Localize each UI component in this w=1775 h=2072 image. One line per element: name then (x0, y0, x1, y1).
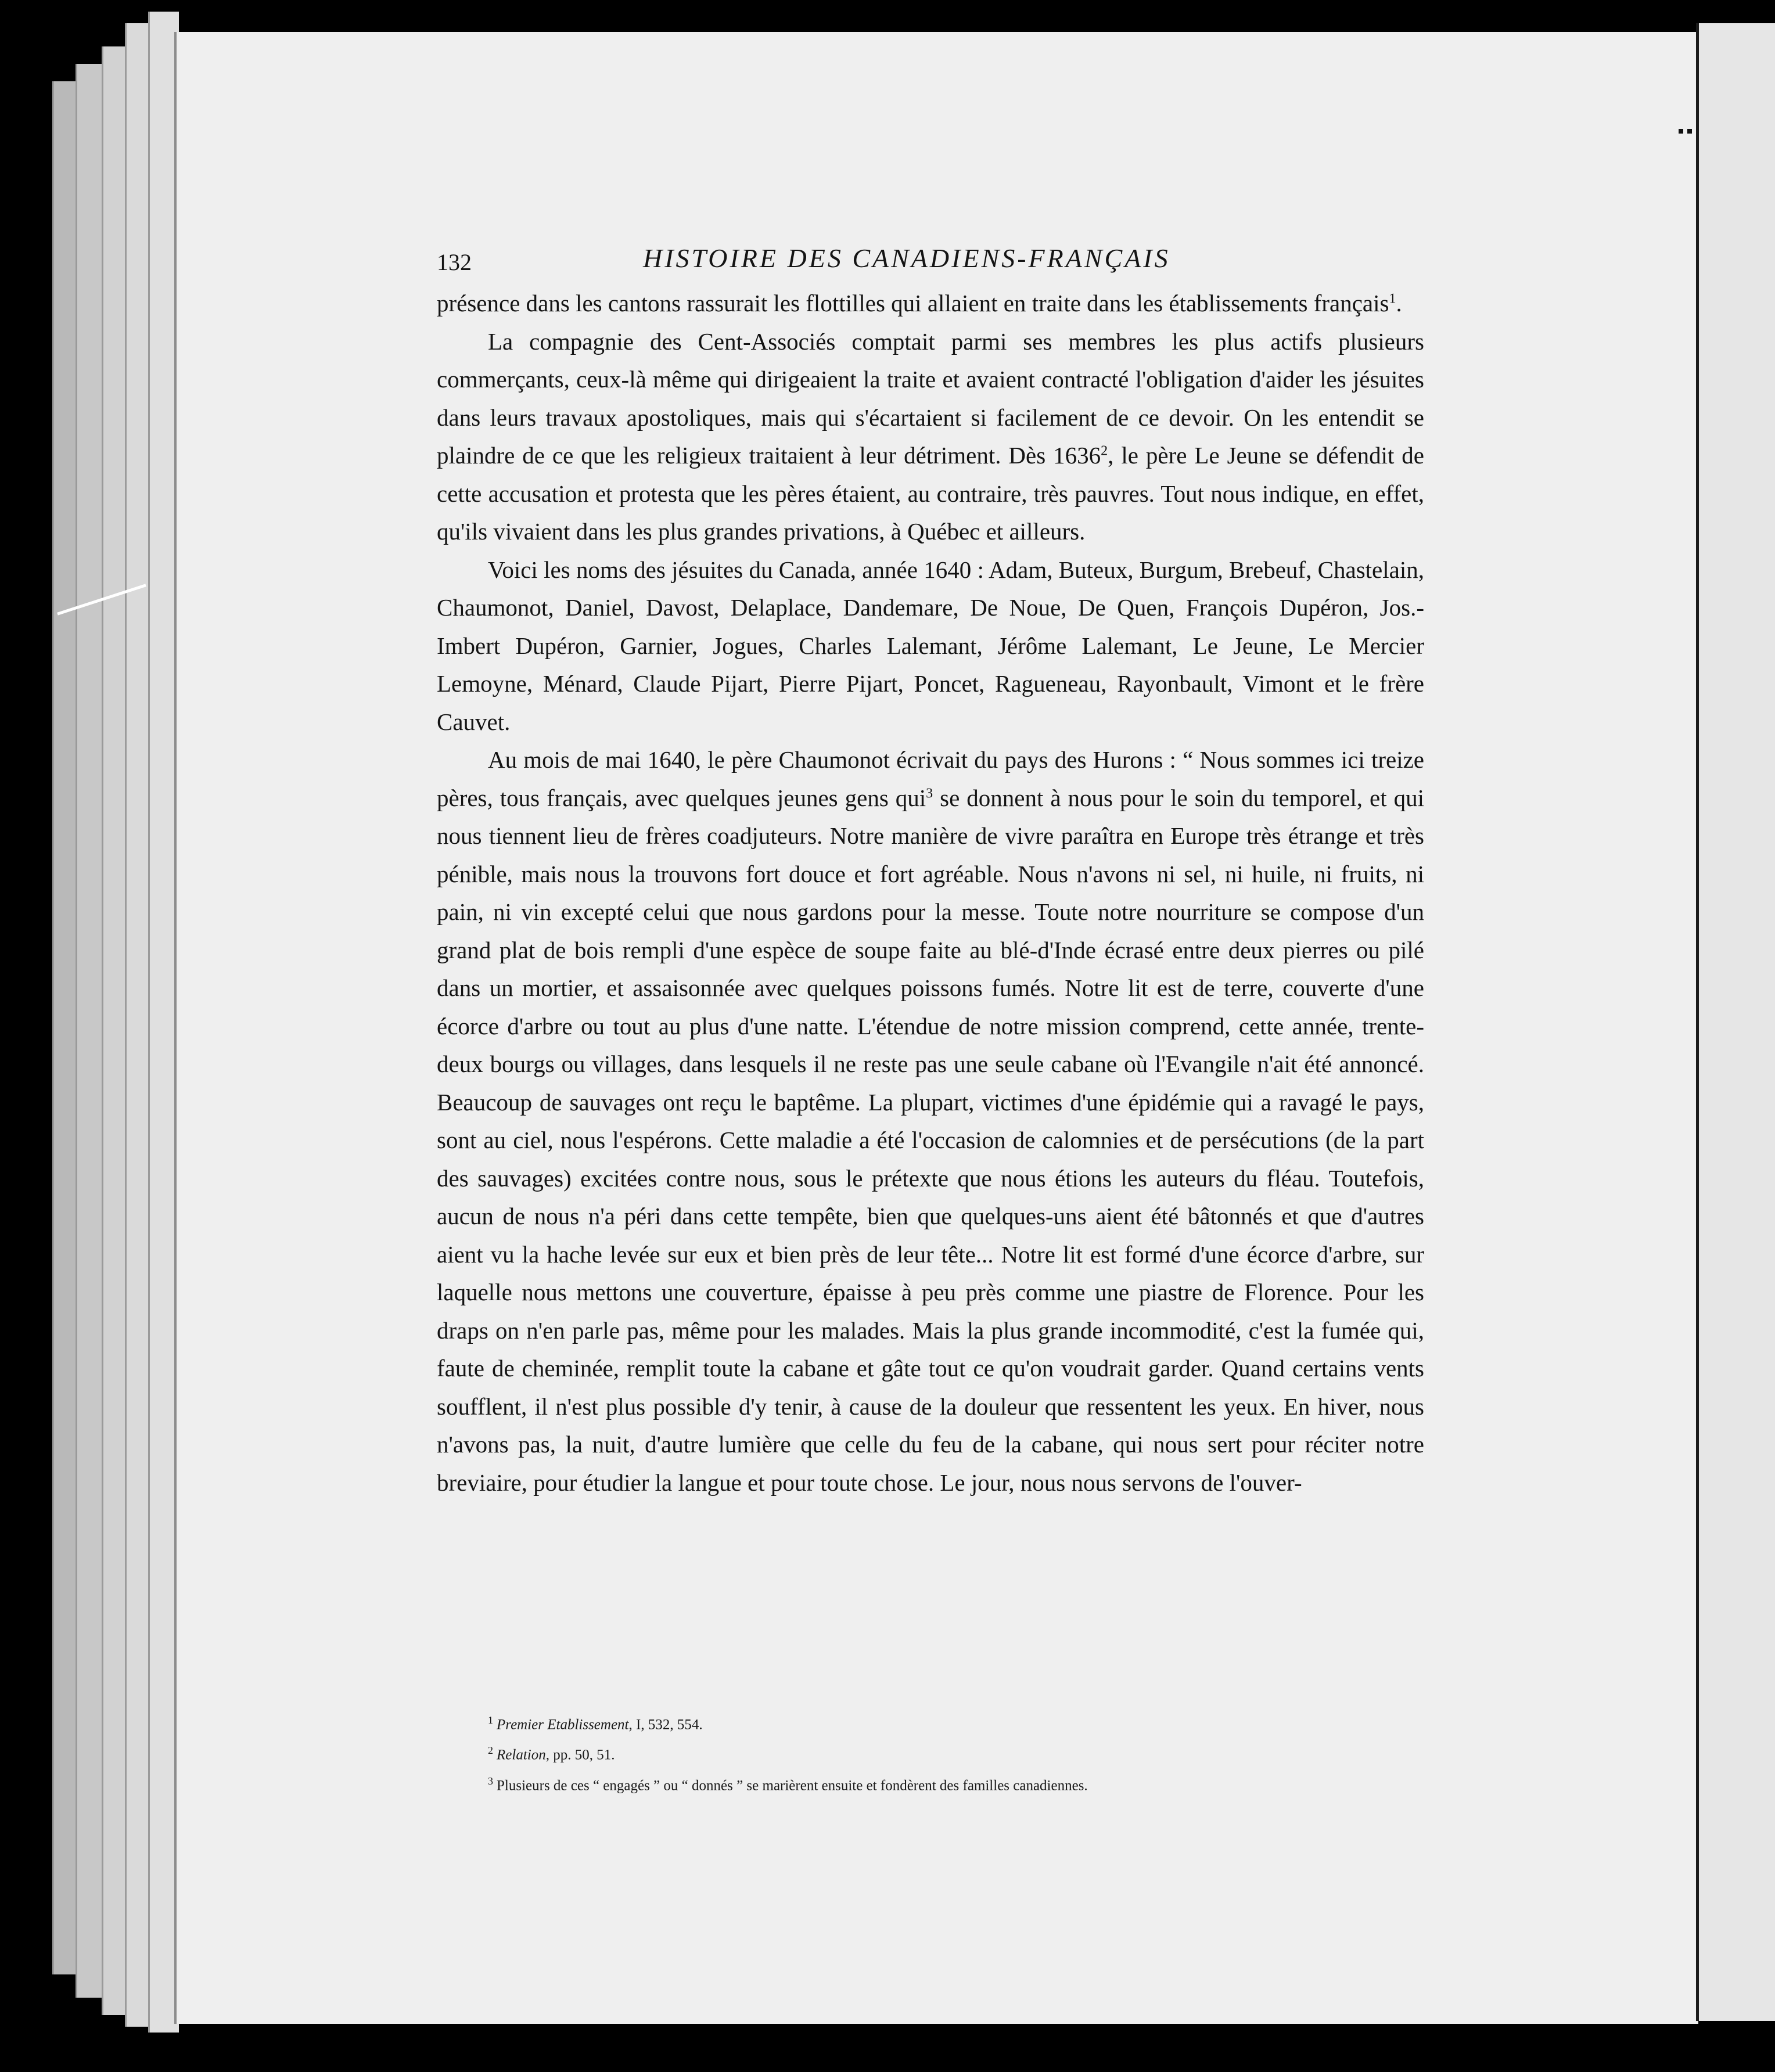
footnote-source: Relation, (497, 1747, 549, 1763)
footnote (488, 1768, 1417, 1798)
paragraph (437, 551, 1424, 742)
footnote (488, 1738, 1417, 1768)
paragraph-text: . (1396, 290, 1402, 316)
paragraph-text: La compagnie des Cent-Associés comptait parmi ses membres les plus actifs plusieurs commerçants, ceux-là même qui dirigeaient la traite et avaient contracté l'obligation d'aider les jésuites dans leurs travaux apostoliques, mais qui s'écartaient si facilement de ce devoir. On les entendit se plaindre de ce que les religieux traitaient à leur détriment. Dès 1636 (437, 328, 1424, 469)
footnote (488, 1707, 1417, 1738)
footnote-number: 1 (488, 1714, 493, 1726)
paragraph (437, 323, 1424, 551)
footnote-ref: 2 (1101, 443, 1108, 459)
scan-artifact (1687, 129, 1692, 134)
running-head (437, 243, 1424, 278)
paragraph-text: se donnent à nous pour le soin du temporel, et qui nous tiennent lieu de frères coadjuteurs. Notre manière de vivre paraîtra en Europe très étrange et très pénible, mais nous la trouvons fort douce et fort agréable. Nous n'avons ni sel, ni huile, ni fruits, ni pain, ni vin excepté celui que nous gardons pour la messe. Toute notre nourriture se compose d'un grand plat de bois rempli d'une espèce de soupe faite au blé-d'Inde écrasé entre deux pierres ou pilé dans un mortier, et assaisonnée avec quelques poissons fumés. Notre lit est de terre, couverte d'une écorce d'arbre ou tout au plus d'une natte. L'étendue de notre mission comprend, cette année, trente-deux bourgs ou villages, dans lesquels il ne reste pas une seule cabane où l'Evangile n'ait été annoncé. Beaucoup de sauvages ont reçu le baptême. La plupart, victimes d'une épidémie qui a ravagé le pays, sont au ciel, nous l'espérons. Cette maladie a été l'occasion de calomnies et de persécutions (de la part des sauvages) excitées contre nous, sous le prétexte que nous étions les auteurs du fléau. Toutefois, aucun de nous n'a péri dans cette tempête, bien que quelques-uns aient été bâtonnés et que d'autres aient vu la hache levée sur eux et bien près de leur tête... Notre lit est formé d'une écorce d'arbre, sur laquelle nous mettons une couverture, épaisse à peu près comme une piastre de Florence. Pour les draps on n'en parle pas, même pour les malades. Mais la plus grande incommodité, c'est la fumée qui, faute de cheminée, remplit toute la cabane et gâte tout ce qu'on voudrait garder. Quand certains vents soufflent, il n'est plus possible d'y tenir, à cause de la douleur que ressentent les yeux. En hiver, nous n'avons pas, la nuit, d'autre lumière que celle du feu de la cabane, qui nous sert pour réciter notre breviaire, pour étudier la langue et pour toute chose. Le jour, nous nous servons de l'ouver- (437, 784, 1424, 1496)
paragraph (437, 285, 1424, 323)
footnote-ref: 3 (926, 785, 933, 801)
text-block (437, 243, 1424, 1502)
footnote-text: I, 532, 554. (632, 1717, 703, 1733)
paragraph (437, 741, 1424, 1502)
facing-page-edge (1696, 23, 1775, 2021)
footnote-number: 3 (488, 1775, 493, 1787)
paragraph-text: Voici les noms des jésuites du Canada, année 1640 : Adam, Buteux, Burgum, Brebeuf, Chastelain, Chaumonot, Daniel, Davost, Delaplace, Dandemare, De Noue, De Quen, François Dupéron, Jos.-Imbert Dupéron, Garnier, Jogues, Charles Lalemant, Jérôme Lalemant, Le Jeune, Le Mercier Lemoyne, Ménard, Claude Pijart, Pierre Pijart, Poncet, Ragueneau, Rayonbault, Vimont et le frère Cauvet. (437, 556, 1424, 735)
paragraph-text: présence dans les cantons rassurait les flottilles qui allaient en traite dans les établissements français (437, 290, 1389, 316)
page-number: 132 (437, 249, 472, 275)
paragraph-text: Au mois de mai 1640, le père Chaumonot écrivait du pays des Hurons : “ Nous sommes ici treize pères, tous français, avec quelques jeunes gens qui (437, 746, 1424, 811)
footnote-ref: 1 (1389, 291, 1396, 307)
footnote-text: pp. 50, 51. (549, 1747, 615, 1763)
running-title: HISTOIRE DES CANADIENS-FRANÇAIS (643, 243, 1170, 273)
scan-artifact (1679, 129, 1683, 134)
footnotes (488, 1707, 1417, 1798)
paragraph-text: , le père Le Jeune se défendit de cette accusation et protesta que les pères étaient, au contraire, très pauvres. Tout nous indique, en effet, qu'ils vivaient dans les plus grandes privations, à Québec et ailleurs. (437, 442, 1424, 545)
footnote-text: Plusieurs de ces “ engagés ” ou “ donnés ” se marièrent ensuite et fondèrent des familles canadiennes. (497, 1777, 1088, 1793)
footnote-source: Premier Etablissement, (497, 1717, 633, 1733)
footnote-number: 2 (488, 1744, 493, 1757)
